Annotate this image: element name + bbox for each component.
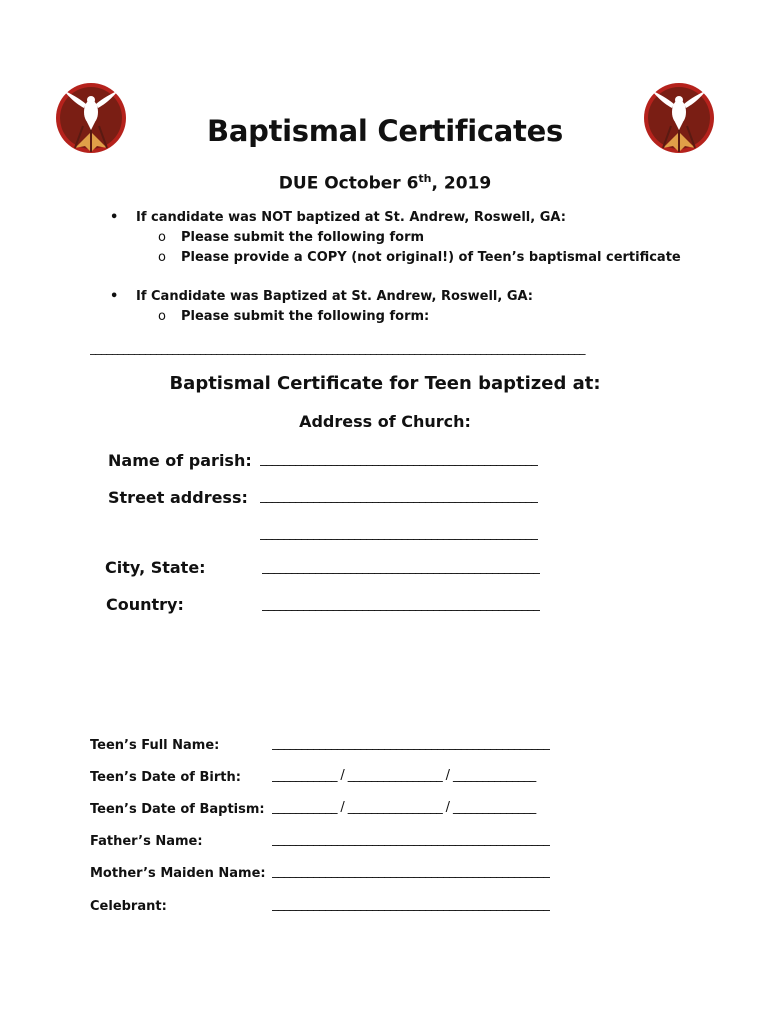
teen-baptism-date-label: Teen’s Date of Baptism:: [90, 802, 265, 817]
parish-name-label: Name of parish:: [108, 451, 252, 470]
father-name-label: Father’s Name:: [90, 834, 203, 849]
teen-full-name-label: Teen’s Full Name:: [90, 738, 220, 753]
page-title: Baptismal Certificates: [207, 114, 563, 148]
street-address-label: Street address:: [108, 488, 248, 507]
parish-name-field[interactable]: _______________________________________________: [260, 452, 538, 467]
father-name-field[interactable]: _______________________________________________: [272, 832, 550, 847]
teen-full-name-field[interactable]: _______________________________________________: [272, 736, 550, 751]
teen-baptism-date-field[interactable]: ___________ / ________________ / ______________: [272, 800, 536, 815]
street-address-field-2[interactable]: _______________________________________________: [260, 526, 538, 541]
city-state-label: City, State:: [105, 558, 206, 577]
country-field[interactable]: _______________________________________________: [262, 597, 540, 612]
section-title: Baptismal Certificate for Teen baptized at:: [169, 373, 601, 394]
city-state-field[interactable]: _______________________________________________: [262, 560, 540, 575]
country-label: Country:: [106, 595, 184, 614]
street-address-field[interactable]: _______________________________________________: [260, 489, 538, 504]
teen-dob-field[interactable]: ___________ / ________________ / ______________: [272, 768, 536, 783]
teen-dob-label: Teen’s Date of Birth:: [90, 770, 241, 785]
celebrant-field[interactable]: _______________________________________________: [272, 897, 550, 912]
mother-maiden-name-field[interactable]: _______________________________________________: [272, 864, 550, 879]
divider-line: __________________________________________________________________________________________: [90, 341, 585, 355]
due-date: DUE October 6th, 2019: [278, 172, 492, 194]
mother-maiden-name-label: Mother’s Maiden Name:: [90, 866, 266, 881]
celebrant-label: Celebrant:: [90, 899, 167, 914]
address-title: Address of Church:: [299, 412, 471, 431]
